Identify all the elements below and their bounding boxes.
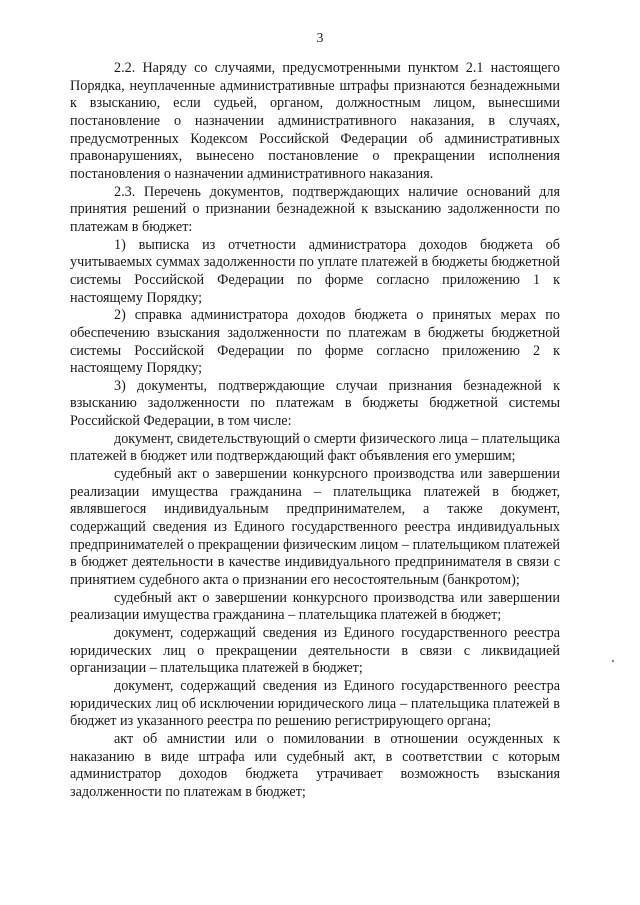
- sub-item-exclusion: документ, содержащий сведения из Единого государственного реестра юридических лиц об исключении юридического лица – плательщика платежей в бюджет из указанного реестра по решению регистрирующего органа;: [70, 677, 560, 730]
- sub-item-amnesty: акт об амнистии или о помиловании в отношении осужденных к наказанию в виде штрафа или судебный акт, в соответствии с которым администратор доходов бюджета утрачивает возможность взыскания задолженности по платежам в бюджет;: [70, 730, 560, 800]
- paragraph-2-3: 2.3. Перечень документов, подтверждающих наличие оснований для принятия решений о признании безнадежной к взысканию задолженности по платежам в бюджет:: [70, 183, 560, 235]
- page-number: 3: [316, 30, 324, 45]
- list-item-1: 1) выписка из отчетности администратора доходов бюджета об учитываемых суммах задолженности по уплате платежей в бюджеты бюджетной системы Российской Федерации по форме согласно приложению 1 к настоящему Порядку;: [70, 236, 560, 306]
- paragraph-2-2: 2.2. Наряду со случаями, предусмотренными пунктом 2.1 настоящего Порядка, неуплаченные административные штрафы признаются безнадежными к взысканию, если судьей, органом, должностным лицом, вынесшими постановление о назначении административного наказания, в случаях, предусмотренных Кодексом Российской Федерации об административных правонарушениях, вынесено постановление о прекращении исполнения постановления о назначении административного наказания.: [70, 60, 560, 182]
- document-body: [70, 60, 560, 802]
- scan-speck: [612, 660, 614, 662]
- list-item-3: 3) документы, подтверждающие случаи признания безнадежной к взысканию задолженности по платежам в бюджеты бюджетной системы Российской Федерации, в том числе:: [70, 377, 560, 430]
- sub-item-liquidation: документ, содержащий сведения из Единого государственного реестра юридических лиц о прекращении деятельности в связи с ликвидацией организации – плательщика платежей в бюджет;: [70, 625, 560, 677]
- sub-item-bankruptcy-entrepreneur: судебный акт о завершении конкурсного производства или завершении реализации имущества гражданина – плательщика платежей в бюджет, являвшегося индивидуальным предпринимателем, а также документ, содержащий сведения из Единого государственного реестра индивидуальных предпринимателей о прекращении физическим лицом – плательщиком платежей в бюджет деятельности в качестве индивидуального предпринимателя в связи с принятием судебного акта о признании его несостоятельным (банкротом);: [70, 466, 560, 589]
- list-item-2: 2) справка администратора доходов бюджета о принятых мерах по обеспечению взыскания задолженности по платежам в бюджеты бюджетной системы Российской Федерации по форме согласно приложению 2 к настоящему Порядку;: [70, 307, 560, 377]
- sub-item-bankruptcy-citizen: судебный акт о завершении конкурсного производства или завершении реализации имущества гражданина – плательщика платежей в бюджет;: [70, 589, 560, 624]
- sub-item-death-document: документ, свидетельствующий о смерти физического лица – плательщика платежей в бюджет или подтверждающий факт объявления его умершим;: [70, 430, 561, 465]
